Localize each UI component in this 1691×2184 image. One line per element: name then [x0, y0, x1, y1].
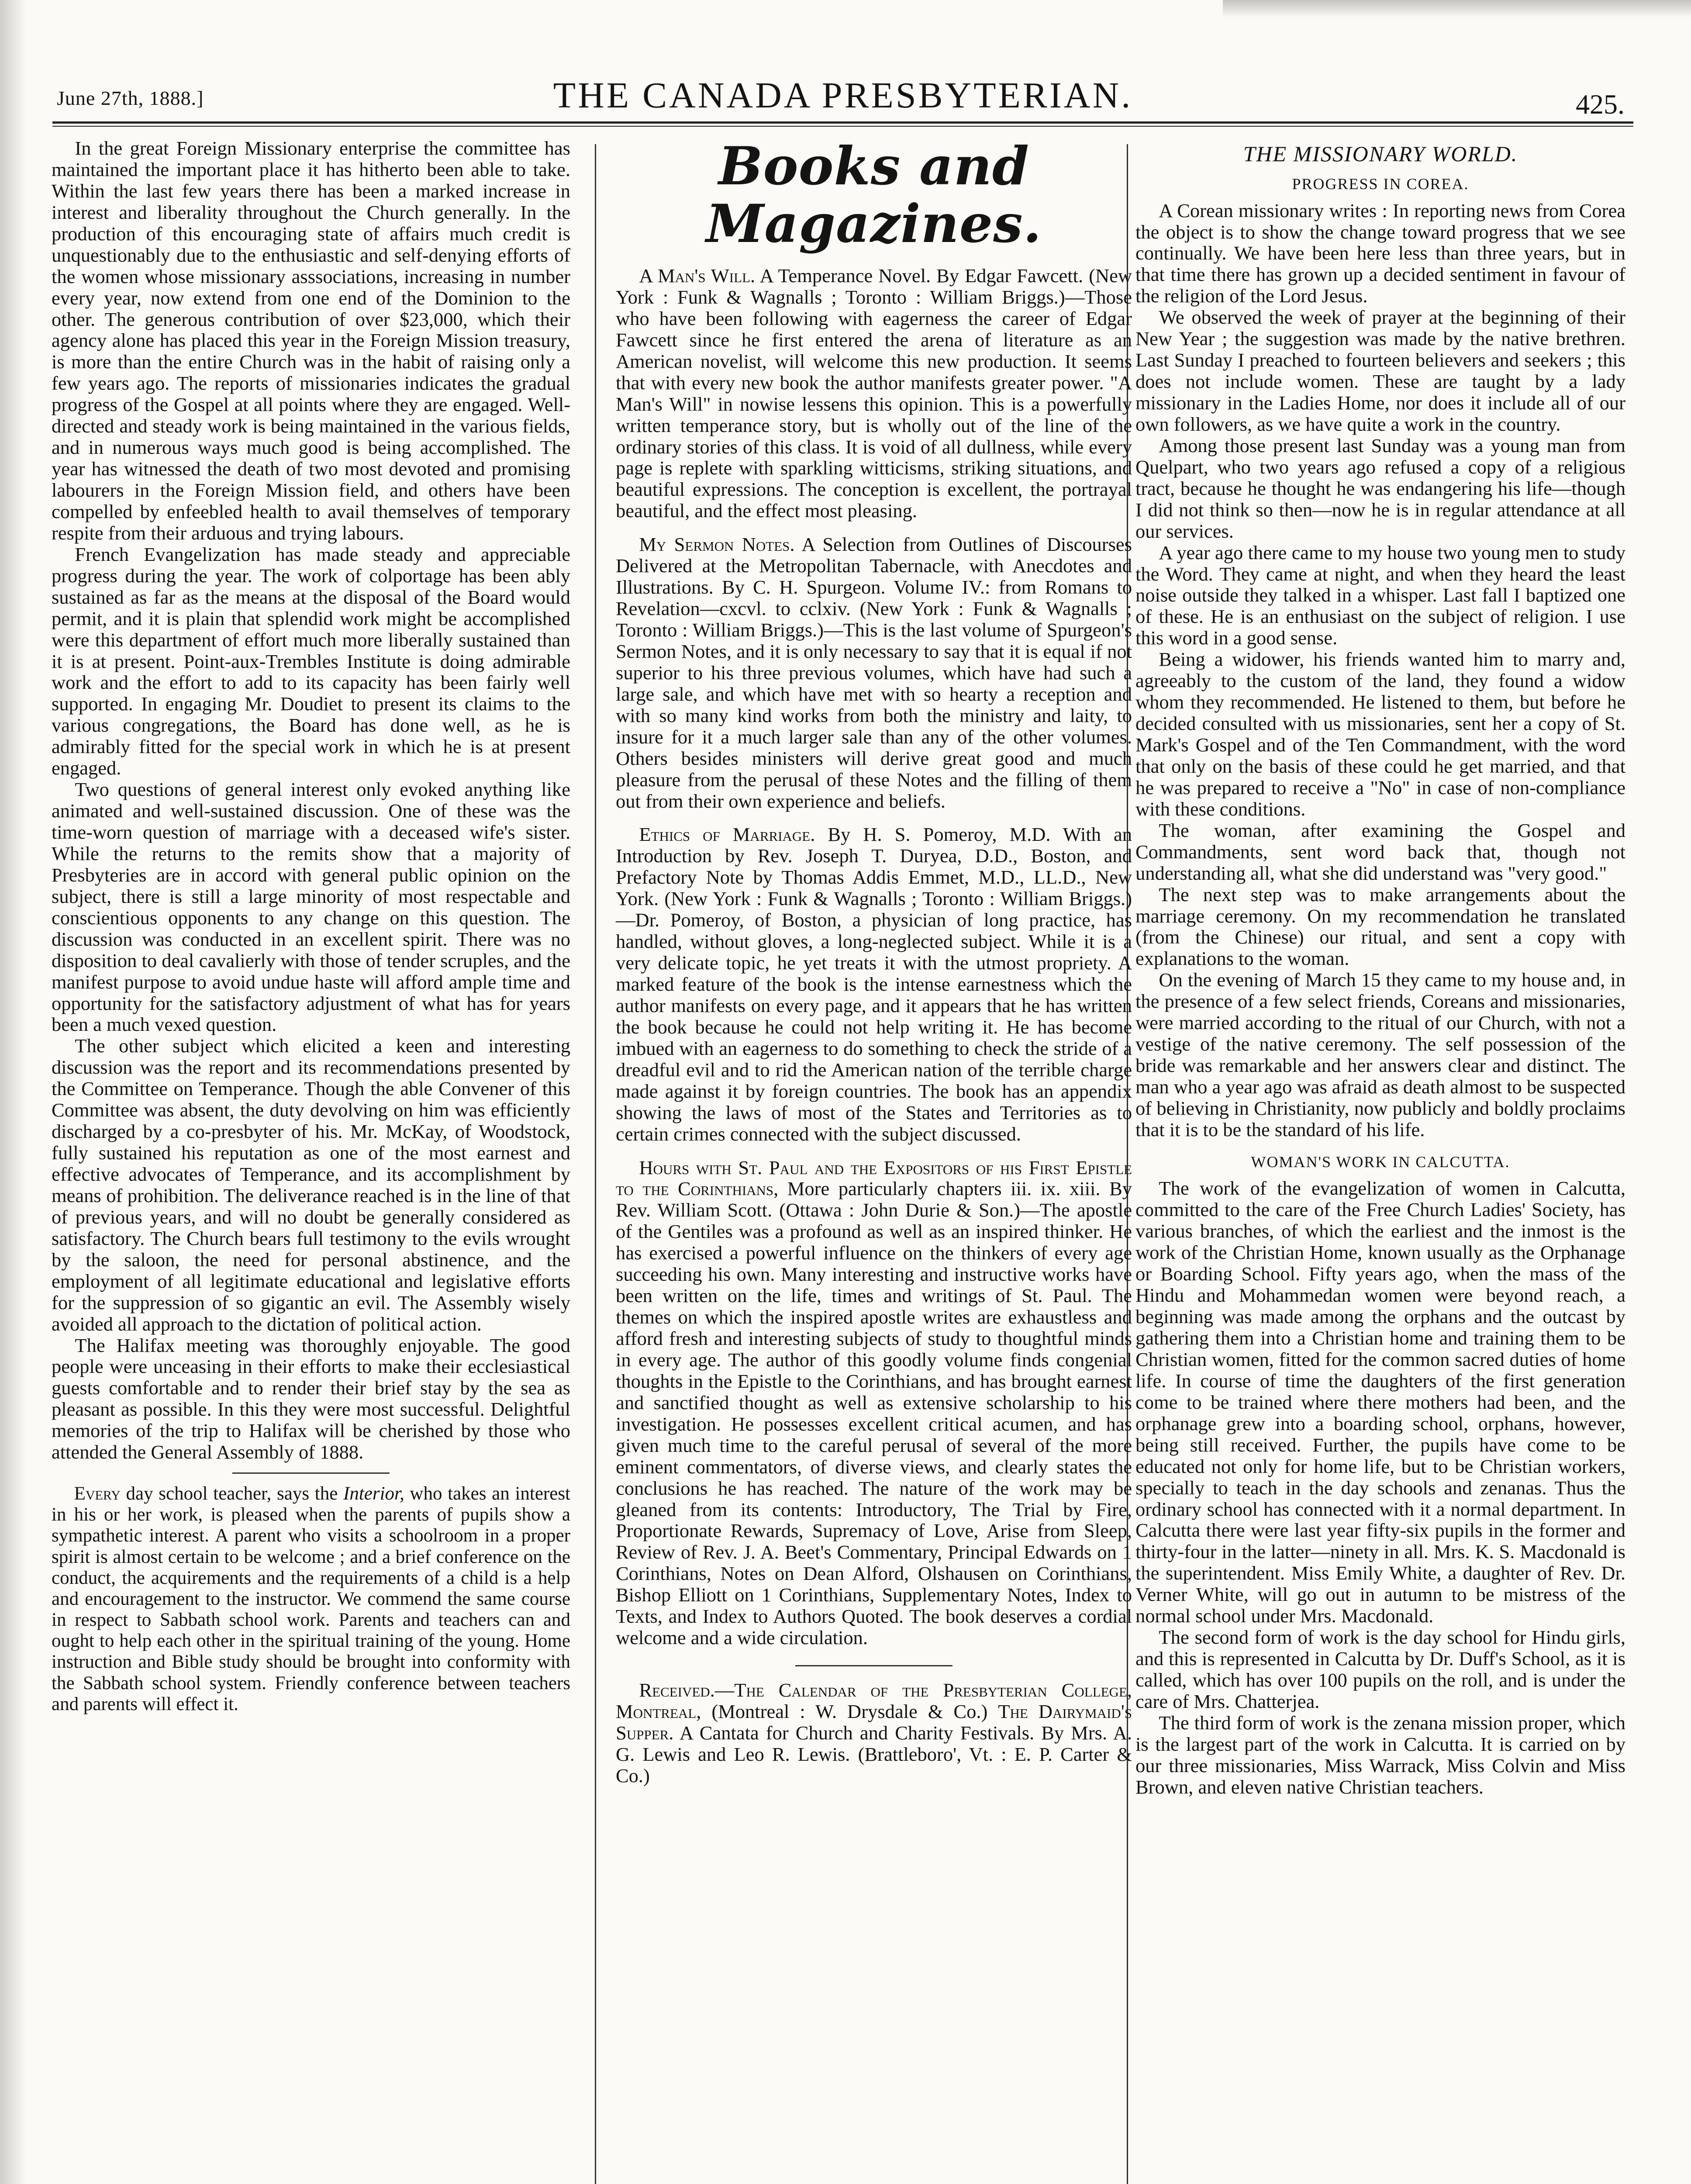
- subheading: PROGRESS IN COREA.: [1292, 175, 1469, 193]
- page-header: [52, 70, 1633, 127]
- paragraph: The other subject which elicited a keen and interesting discussion was the report and its recommendations presented by the Committee on Temperance. Though the able Convener of this Committee was absent, the duty devolving on him was efficiently discharged by a co-presbyter of his. Mr. McKay, of Woodstock, fully sustained his reputation as one of the most earnest and effective advocates of Temperance, and its accomplishment by means of prohibition. The deliverance reached is in the line of that of previous years, and will no doubt be generally considered as satisfactory. The Church bears full testimony to the evils wrought by the saloon, the need for personal abstinence, and the employment of all legitimate educational and legislative efforts for the suppression of so gigantic an evil. The Assembly wisely avoided all approach to the dictation of political action.: [52, 1035, 570, 1335]
- paragraph: Two questions of general interest only evoked anything like animated and well-sustained discussion. One of these was the time-worn question of marriage with a deceased wife's sister. While the returns to the remits show that a majority of Presbyteries are in accord with general public opinion on the subject, there is still a large minority of most respectable and conscientious opponents to any change on this question. The discussion was conducted in an excellent spirit. There was no disposition to deal cavalierly with those of tender scruples, and the manifest purpose to avoid undue haste will afford ample time and opportunity for the satisfactory adjustment of what has for years been a much vexed question.: [52, 778, 570, 1036]
- paragraph: We observed the week of prayer at the beginning of their New Year ; the suggestion was made by the native brethren. Last Sunday I preached to fourteen believers and seekers ; this does not include women. These are taught by a lady missionary in the Ladies Home, nor does it include all of our own followers, as we have quite a work in the country.: [1135, 306, 1625, 435]
- column-divider: [595, 144, 596, 2184]
- review-body: A Temperance Novel. By Edgar Fawcett. (New York : Funk & Wagnalls ; Toronto : William Briggs.)—Those who have been following with eagerness the career of Edgar Fawcett since he first entered the arena of literature as an American novelist, will welcome this new production. It seems that with every new book the author manifests greater power. "A Man's Will" in nowise lessens this opinion. This is a powerfully written temperance story, but is wholly out of the line of the ordinary stories of this class. It is void of all dullness, while every page is replete with sparkling witticisms, striking situations, and beautiful expressions. The conception is excellent, the portrayal beautiful, and the effect most pleasing.: [616, 265, 1132, 522]
- review-title: Ethics of Marriage.: [639, 823, 815, 846]
- review: [616, 265, 1132, 522]
- note-text-rest: who takes an interest in his or her work, is pleased when the parents of pupils show a sympathetic interest. A parent who visits a schoolroom in a proper spirit is almost certain to be welcome ; and a brief conference on the conduct, the acquirements and the requirements of a child is a help and encouragement to the instructor. We commend the same course in respect to Sabbath school work. Parents and teachers can and ought to help each other in the spiritual training of the young. Home instruction and Bible study should be brought into conformity with the Sabbath school system. Friendly conference between teachers and parents will effect it.: [52, 1483, 570, 1714]
- page-number: 425.: [1576, 89, 1625, 120]
- header-rule-thin: [52, 126, 1633, 127]
- paragraph: In the great Foreign Missionary enterprise the committee has maintained the important place it has hitherto been able to take. Within the last few years there has been a marked increase in interest and liberality throughout the Church generally. In the production of this encouraging state of affairs much credit is unquestionably due to the enthusiastic and self-denying efforts of the women whose missionary asssociations, increasing in number every year, now extend from one end of the Dominion to the other. The generous contribution of over $23,000, which their agency alone has placed this year in the Foreign Mission treasury, is more than the entire Church was in the habit of raising only a few years ago. The reports of missionaries indicates the gradual progress of the Gospel at all points where they are engaged. Well-directed and steady work is being maintained in the various fields, and in numerous ways much good is being accomplished. The year has witnessed the death of two most devoted and promising labourers in the Foreign Mission field, and others have been compelled by enfeebled health to avail themselves of temporary respite from their arduous and trying labours.: [52, 137, 570, 544]
- paragraph: French Evangelization has made steady and appreciable progress during the year. The work of colportage has been ably sustained as far as the means at the disposal of the Board would permit, and it is plain that splendid work might be accomplished were this department of effort much more liberally sustained than it is at present. Point-aux-Trembles Institute is doing admirable work and the effort to add to its capacity has been fairly well supported. In engaging Mr. Doudiet to present its claims to the various congregations, the Board has done well, as he is admirably fitted for the special work in which he is at present engaged.: [52, 543, 570, 779]
- teacher-note: [52, 1483, 570, 1715]
- review-title: A Man's Will.: [639, 265, 756, 287]
- review: [616, 824, 1132, 1144]
- page-edge-shadow: [0, 0, 26, 2184]
- paragraph: The second form of work is the day school for Hindu girls, and this is represented in Calcutta by Dr. Duff's School, as it is called, which has over 100 pupils on the roll, and is under the care of Mrs. Chatterjea.: [1135, 1626, 1625, 1712]
- books-column: [616, 135, 1132, 1787]
- paragraph: The Halifax meeting was thoroughly enjoyable. The good people were unceasing in their efforts to make their ecclesiastical guests comfortable and to render their brief stay by the sea as pleasant as possible. In this they were most successful. Delightful memories of the trip to Halifax will be cherished by those who attended the General Assembly of 1888.: [52, 1334, 570, 1463]
- review-title: My Sermon Notes.: [639, 533, 795, 556]
- paragraph: Being a widower, his friends wanted him to marry and, agreeably to the custom of the land, they found a widow whom they recommended. He listened to them, but before he decided consulted with us missionaries, sent her a copy of St. Mark's Gospel and of the Ten Commandment, with the word that only on the basis of these could he get married, and that he was prepared to receive a "No" in case of non-compliance with these conditions.: [1135, 648, 1625, 820]
- note-source: Interior,: [343, 1483, 404, 1504]
- note-text: day school teacher, says the: [120, 1483, 343, 1504]
- review-body: More particularly chapters iii. ix. xiii. By Rev. William Scott. (Ottawa : John Durie & Son.)—The apostle of the Gentiles was a profound as well as an inspired thinker. He has exercised a powerful influence on the thinkers of every age succeeding his own. Many interesting and instructive works have been written on the life, times and writings of St. Paul. The themes on which the inspired apostle writes are exhaustless and afford fresh and interesting subjects of study to thoughtful minds in every age. The author of this goodly volume finds congenial thoughts in the Epistle to the Corinthians, and has brought earnest and sanctified thought as well as extensive scholarship to his investigation. He possesses excellent critical acumen, and has given much time to the careful perusal of several of the more eminent commentators, of diverse views, and clearly states the conclusions he has reached. The nature of the work may be gleaned from its contents: Introductory, The Trial by Fire, Proportionate Rewards, Supremacy of Love, Arise from Sleep, Review of Rev. J. A. Beet's Commentary, Principal Edwards on 1 Corinthians, Notes on Dean Alford, Olshausen on Corinthians, Bishop Elliott on 1 Corinthians, Supplementary Notes, Index to Texts, and Index to Authors Quoted. The book deserves a cordial welcome and a wide circulation.: [616, 1178, 1132, 1649]
- review-body: By H. S. Pomeroy, M.D. With an Introduction by Rev. Joseph T. Duryea, D.D., Boston, and Prefactory Note by Thomas Addis Emmet, M.D., LL.D., New York. (New York : Funk & Wagnalls ; Toronto : William Briggs.)—Dr. Pomeroy, of Boston, a physician of long practice, has handled, without gloves, a long-neglected subject. While it is a very delicate topic, he yet treats it with the utmost propriety. A marked feature of the book is the intense earnestness which the author manifests on every page, and it appears that he has written the book because he could not help writing it. He has become imbued with an eagerness to do something to check the stride of a dreadful evil and to rid the American nation of the terrible charge made against it by foreign countries. The book has an appendix showing the laws of most of the States and Territories as to certain crimes connected with the subject discussed.: [616, 823, 1132, 1145]
- paragraph: The third form of work is the zenana mission proper, which is the largest part of the work in Calcutta. It is carried on by our three missionaries, Miss Warrack, Miss Colvin and Miss Brown, and eleven native Christian teachers.: [1135, 1711, 1625, 1798]
- review: [616, 534, 1132, 812]
- header-rule: [52, 121, 1633, 124]
- review-title: Hours with St. Paul and the Expositors of his First Epistle to the Corinthians,: [616, 1156, 1132, 1200]
- paragraph: The woman, after examining the Gospel and Commandments, sent word back that, though not understanding all, what she did understand was "very good.": [1135, 819, 1625, 884]
- note-lead: Every: [74, 1483, 121, 1504]
- section-rule: [232, 1472, 390, 1474]
- paragraph: The work of the evangelization of women in Calcutta, committed to the care of the Free Church Ladies' Society, has various branches, of which the earliest and the inmost is the work of the Christian Home, known usually as the Orphanage or Boarding School. Fifty years ago, when the mass of the Hindu and Mohammedan women were beyond reach, a beginning was made among the orphans and the outcast by gathering them into a Christian home and training them to be Christian women, fitted for the common sacred duties of home life. In course of time the daughters of the first generation come to be trained where there mothers had been, and the orphanage grew into a boarding school, orphans, however, being still received. Further, the pupils have come to be educated not only for home life, but to be Christian workers, specially to teach in the day schools and zenanas. Thus the ordinary school has connected with it a normal department. In Calcutta there were last year fifty-six pupils in the former and thirty-four in the latter—ninety in all. Mrs. K. S. Macdonald is the superintendent. Miss Emily White, a daughter of Rev. Dr. Verner White, will go out in autumn to be mistress of the normal school under Mrs. Macdonald.: [1135, 1177, 1625, 1627]
- paragraph: On the evening of March 15 they came to my house and, in the presence of a few select friends, Coreans and missionaries, were married according to the ritual of our Church, with not a vestige of the native ceremony. The self possession of the bride was remarkable and her answers clear and distinct. The man who a year ago was afraid as death almost to be suspected of believing in Christianity, now publicly and boldly proclaims that it is to be the standard of his life.: [1135, 969, 1625, 1140]
- page-edge-shadow-top: [1223, 0, 1691, 17]
- editorial-column: [52, 138, 570, 1715]
- received-notice: [616, 1679, 1132, 1787]
- received-body-2: A Cantata for Church and Charity Festivals. By Mrs. A. G. Lewis and Leo R. Lewis. (Brattleboro', Vt. : E. P. Carter & Co.): [616, 1721, 1132, 1787]
- paragraph: A year ago there came to my house two young men to study the Word. They came at night, and when they heard the least noise outside they talked in a whisper. Last fall I baptized one of these. He is an enthusiast on the subject of religion. I use this word in a good sense.: [1135, 541, 1625, 649]
- paragraph: A Corean missionary writes : In reporting news from Corea the object is to show the change toward progress that we see continually. We have been here less than three years, but in that time there has grown up a decided sentiment in favour of the religion of the Lord Jesus.: [1135, 199, 1625, 307]
- subheading: WOMAN'S WORK IN CALCUTTA.: [1251, 1153, 1510, 1171]
- section-rule: [795, 1665, 952, 1666]
- newspaper-title: THE CANADA PRESBYTERIAN.: [553, 75, 1133, 116]
- paragraph: Among those present last Sunday was a young man from Quelpart, who two years ago refused a copy of a religious tract, because he thought he was endangering his life—though I did not think so then—now he is in regular attendance at all our services.: [1135, 434, 1625, 542]
- received-body: (Montreal : W. Drysdale & Co.): [701, 1700, 998, 1722]
- section-title: THE MISSIONARY WORLD.: [1243, 142, 1518, 166]
- paragraph: The next step was to make arrangements about the marriage ceremony. On my recommendation he translated (from the Chinese) our ritual, and sent a copy with explanations to the woman.: [1135, 883, 1625, 970]
- review-body: A Selection from Outlines of Discourses Delivered at the Metropolitan Tabernacle, with Anecdotes and Illustrations. By C. H. Spurgeon. Volume IV.: from Romans to Revelation—cxcvl. to cclxiv. (New York : Funk & Wagnalls ; Toronto : William Briggs.)—This is the last volume of Spurgeon's Sermon Notes, and it is only necessary to say that it is equal if not superior to his three previous volumes, which have had such a large sale, and which have met with so hearty a reception and with so many kind works from both the ministry and laity, to insure for it a much larger sale than any of the other volumes. Others besides ministers will derive great good and much pleasure from the perusal of these Notes and the filling of them out from their own experience and beliefs.: [616, 533, 1132, 812]
- received-title-2: The Dairymaid's Supper.: [616, 1700, 1132, 1744]
- review: [616, 1157, 1132, 1649]
- section-title: Books and Magazines.: [706, 135, 1042, 255]
- received-title: Received.—The Calendar of the Presbyterian College, Montreal,: [616, 1679, 1132, 1722]
- issue-date: June 27th, 1888.]: [57, 87, 204, 109]
- missionary-column: [1135, 138, 1625, 1798]
